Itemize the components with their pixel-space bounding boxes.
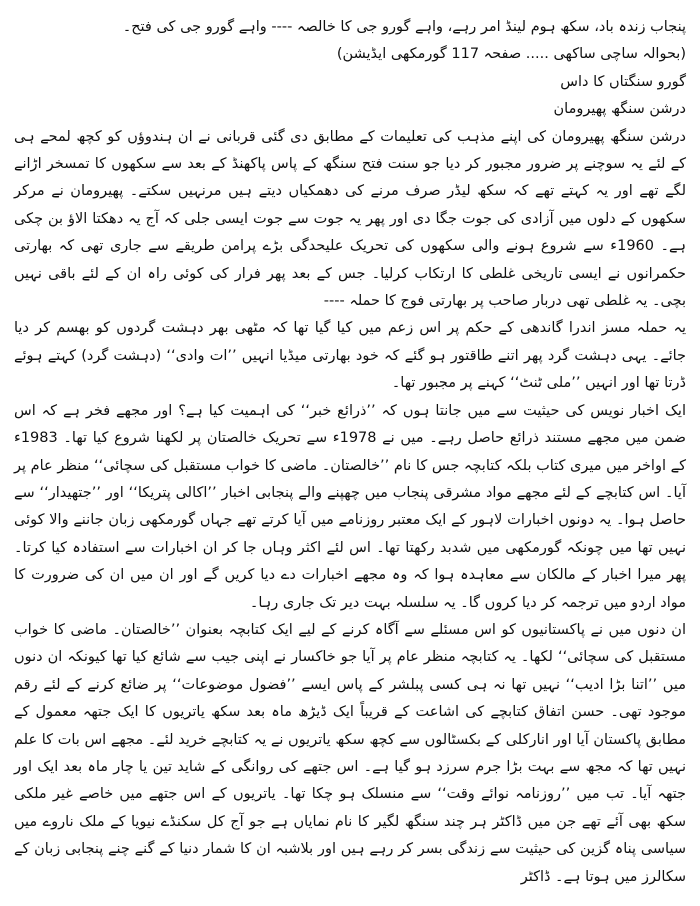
paragraph-2: یہ حملہ مسز اندرا گاندھی کے حکم پر اس زعم میں کیا گیا تھا کہ مٹھی بھر دہشت گردوں کو بھسم کر دیا جائے۔ یہی دہشت گرد پھر اتنے طاقتور ہو گئے کہ خود بھارتی میڈیا انہیں ’’ات وادی‘‘ (دہشت گرد) کہتے ہوئے ڈرتا تھا اور انہیں ’’ملی ٹنٹ‘‘ کہنے پر مجبور تھا۔ xyxy=(14,320,686,392)
paragraph-1: درشن سنگھ پھیرومان کی اپنے مذہب کی تعلیمات کے مطابق دی گئی قربانی نے ان ہندوؤں کو کچھ لمحے ہی کے لئے یہ سوچنے پر ضرور مجبور کر دیا جو سنت فتح سنگھ کے پاس پاکھنڈ کے بعد سے سکھوں کا تمسخر اڑانے لگے تھے اور یہ کہتے تھے کہ سکھ لیڈر صرف مرنے کی دھمکیاں دیتے ہیں مرنہیں سکتے۔ پھیرومان نے مرکر سکھوں کے دلوں میں آزادی کی جوت جگا دی اور پھر یہ جوت سے جوت ایسی جلی کہ آج یہ دھکتا الاؤ بن چکی ہے۔ 1960ء سے شروع ہونے والی سکھوں کی تحریک علیحدگی بڑے پرامن طریقے سے جاری تھی کہ بھارتی حکمرانوں نے ایسی تاریخی غلطی کا ارتکاب کرلیا۔ جس کے بعد پھر فرار کی کوئی راہ ان کے لئے باقی نہیں بچی۔ یہ غلطی تھی دربار صاحب پر بھارتی فوج کا حملہ ---- xyxy=(14,128,686,310)
paragraph-4: ان دنوں میں نے پاکستانیوں کو اس مسئلے سے آگاہ کرنے کے لیے ایک کتابچہ بعنوان ’’خالصتان۔ ماضی کا خواب مستقبل کی سچائی‘‘ لکھا۔ یہ کتابچہ منظر عام پر آیا جو خاکسار نے اپنی جیب سے شائع کیا تھا کیونکہ ان دنوں میں ’’اتنا بڑا ادیب‘‘ نہیں تھا نہ ہی کسی پبلشر کے پاس ایسے ’’فضول موضوعات‘‘ پر ضائع کرنے کے لئے رقم موجود تھی۔ حسن اتفاق کتابچے کی اشاعت کے قریباً ایک ڈیڑھ ماہ بعد سکھ یاتریوں کا ایک جتھہ معمول کے مطابق پاکستان آیا اور انارکلی کے بکسٹالوں سے کچھ سکھ یاتریوں نے یہ کتابچے خرید لئے۔ مجھے اس بات کا علم نہیں تھا کہ مجھ سے بہت بڑا جرم سرزد ہو گیا ہے۔ اس جتھے کی روانگی کے شاید تین یا چار ماہ بعد ایک اور جتھہ آیا۔ تب میں ’’روزنامہ نوائے وقت‘‘ سے منسلک ہو چکا تھا۔ یاتریوں کے اس جتھے میں خاصے غیر ملکی سکھ بھی آئے تھے جن میں ڈاکٹر ہر چند سنگھ لگیر کا نام نمایاں ہے جو آج کل سکنڈے نیویا کے ملک ناروے میں سیاسی پناہ گزین کی حیثیت سے زندگی بسر کر رہے ہیں اور بلاشبہ ان کا شمار دنیا کے گنے چنے پنجابی زبان کے سکالرز میں ہوتا ہے۔ ڈاکٹر xyxy=(14,621,686,885)
source-reference: (بحوالہ ساچی ساکھی ..... صفحہ 117 گورمکھی ایڈیشن) xyxy=(336,46,686,63)
document-page xyxy=(14,14,686,894)
signature-name: درشن سنگھ پھیرومان xyxy=(553,101,686,118)
closing-slogan: پنجاب زندہ باد، سکھ ہوم لینڈ امر رہے، واہے گورو جی کا خالصہ ---- واہے گورو جی کی فتح۔ xyxy=(122,19,686,35)
paragraph-3: ایک اخبار نویس کی حیثیت سے میں جانتا ہوں کہ ’’ذرائع خبر‘‘ کی اہمیت کیا ہے؟ اور مجھے فخر ہے کہ اس ضمن میں مجھے مستند ذرائع حاصل رہے۔ میں نے 1978ء سے تحریک خالصتان پر لکھنا شروع کیا تھا۔ 1983ء کے اواخر میں میری کتاب بلکہ کتابچہ جس کا نام ’’خالصتان۔ ماضی کا خواب مستقبل کی سچائی‘‘ منظر عام پر آیا۔ اس کتابچے کے لئے مجھے مواد مشرقی پنجاب میں چھپنے والے پنجابی اخبار ’’اکالی پتریکا‘‘ اور ’’جتھیدار‘‘ سے حاصل ہوا۔ یہ دونوں اخبارات لاہور کے ایک معتبر روزنامے میں آیا کرتے تھے جہاں گورمکھی زبان جاننے والا کوئی نہیں تھا میں چونکہ گورمکھی میں شدبد رکھتا تھا۔ اس لئے اکثر وہاں جا کر ان اخبارات سے استفادہ کیا کرتا۔ پھر میرا اخبار کے مالکان سے معاہدہ ہوا کہ وہ مجھے اخبارات دے دیا کریں گے اور ان میں ان کی ضرورت کا مواد اردو میں ترجمہ کر دیا کروں گا۔ یہ سلسلہ بہت دیر تک جاری رہا۔ xyxy=(14,402,686,611)
signature-line: گورو سنگتاں کا داس xyxy=(560,73,686,90)
